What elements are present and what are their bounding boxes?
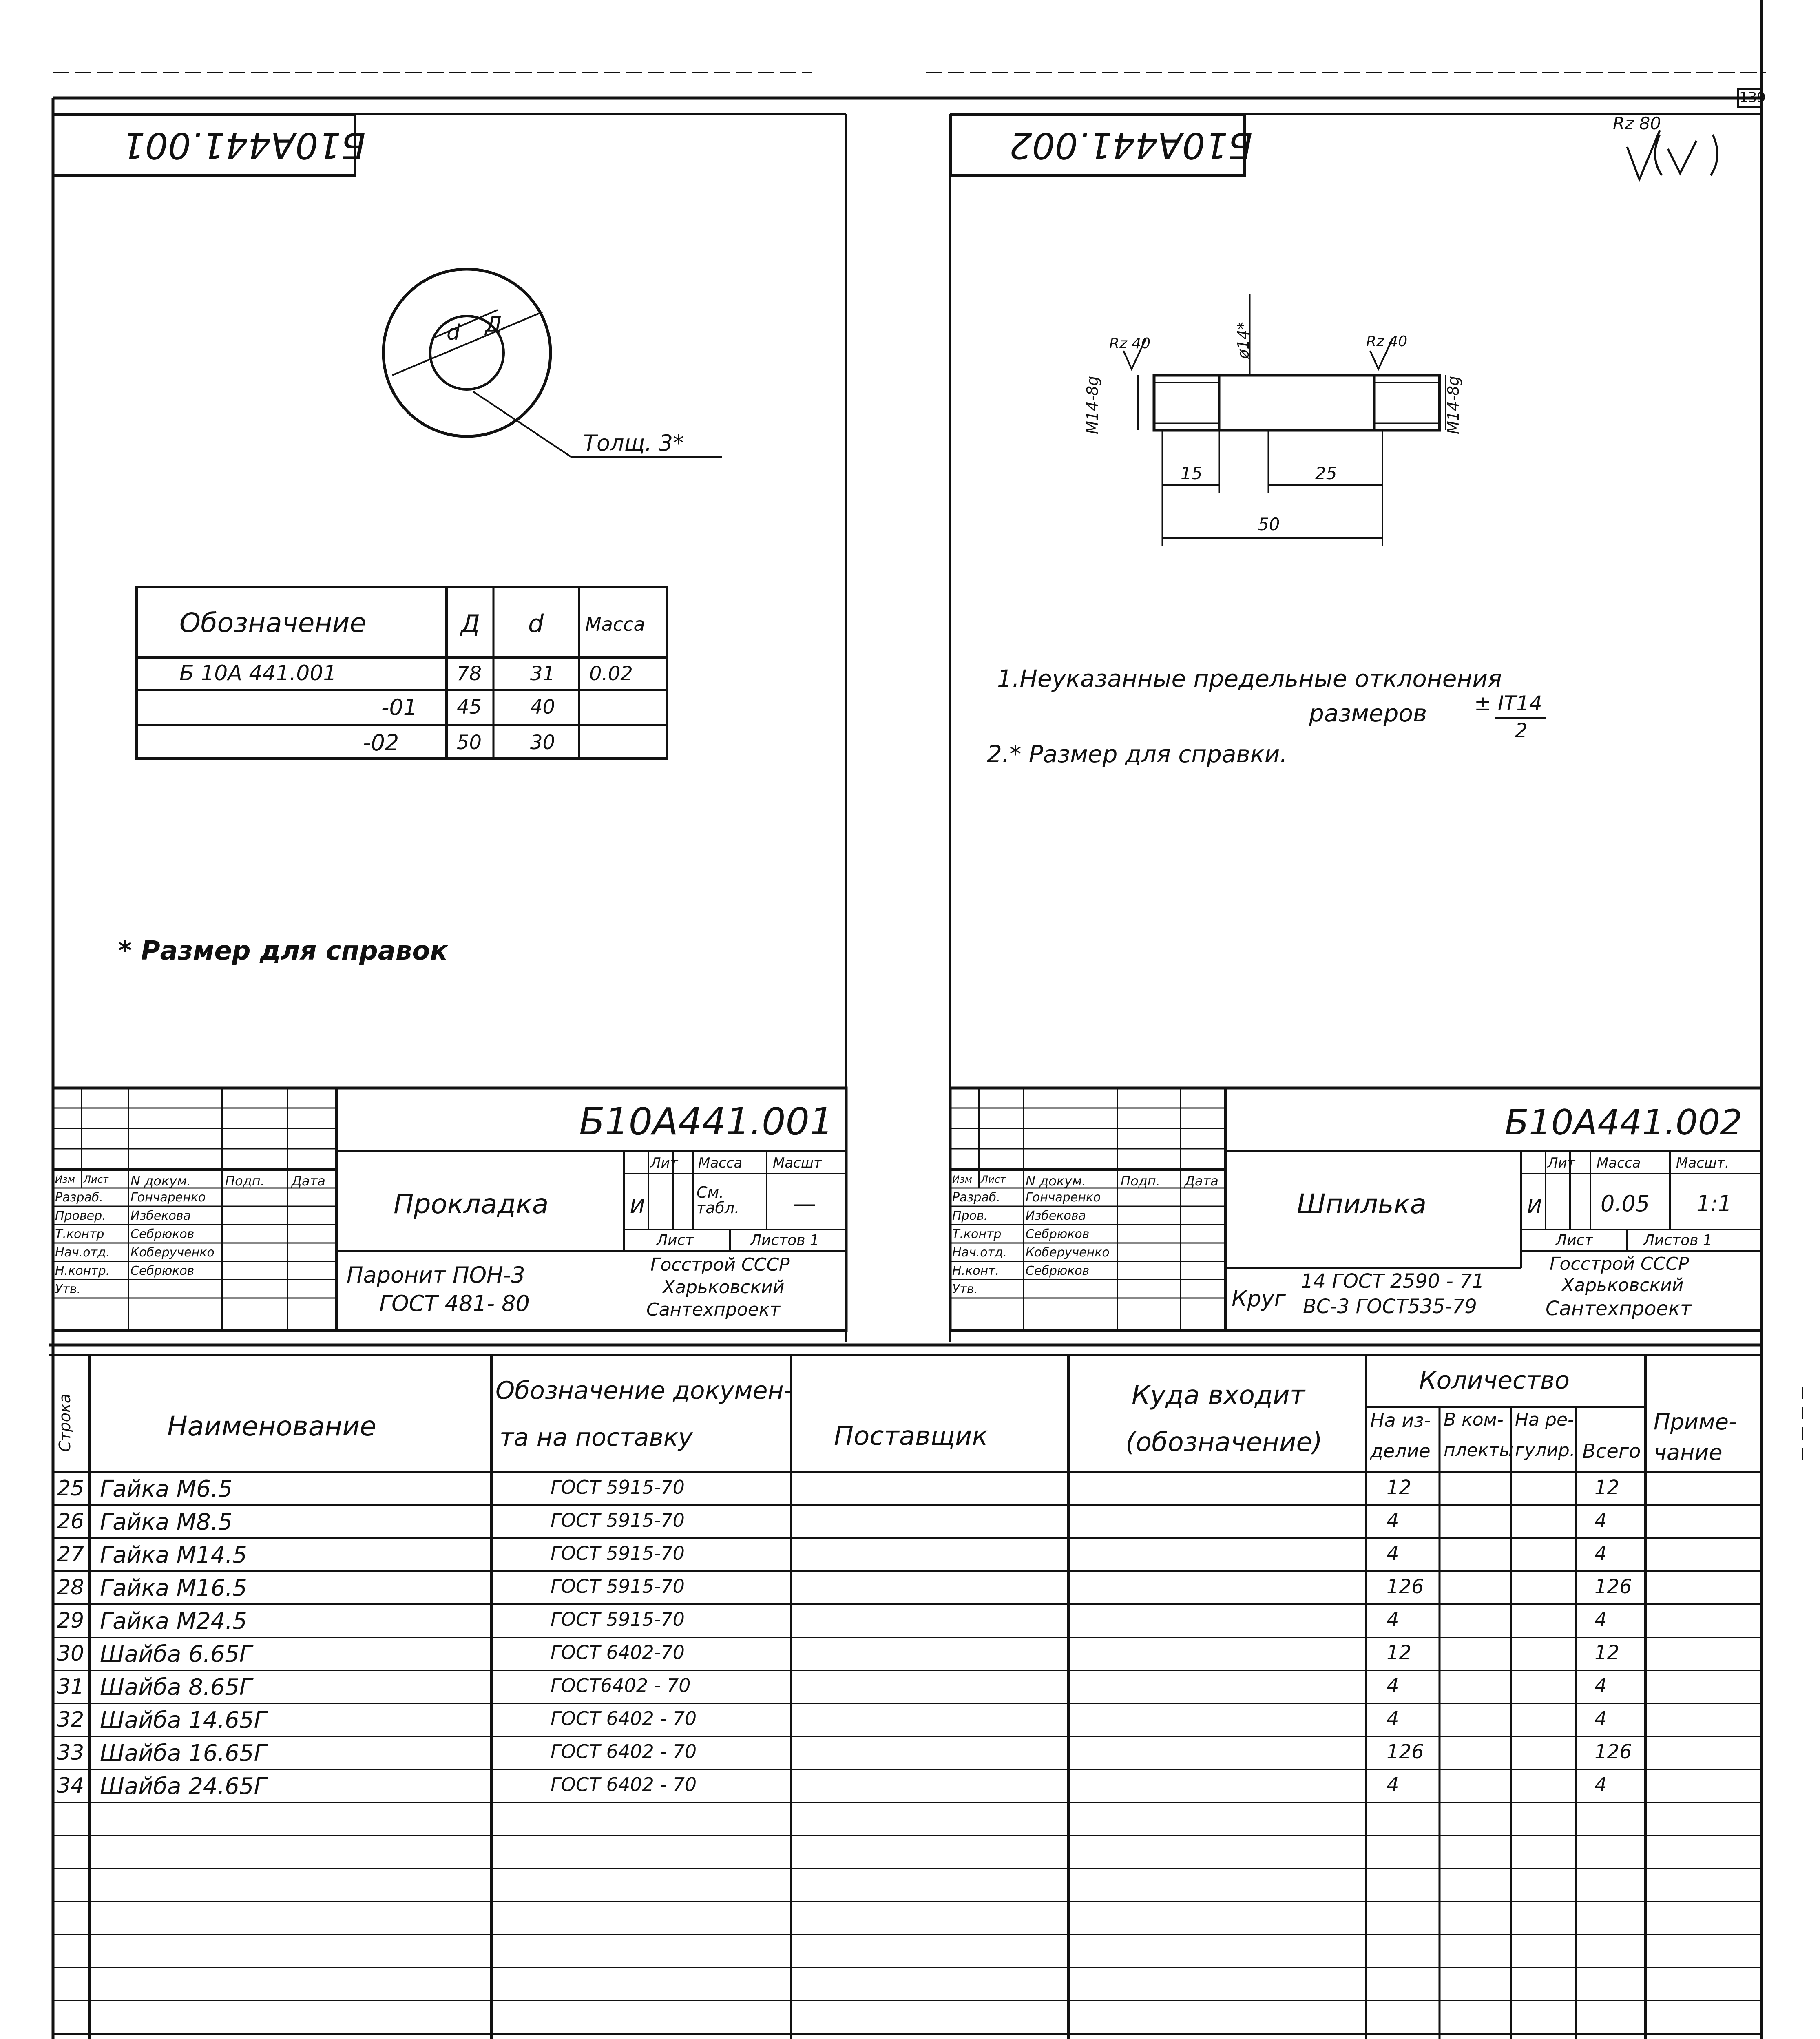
spec-cell-qty-total: 4 — [1594, 1542, 1607, 1565]
spec-cell-qty-total: 4 — [1594, 1509, 1607, 1532]
left-table-r1-D: 78 — [457, 662, 482, 685]
left-stamp-person-2-role: Провер. — [55, 1209, 106, 1223]
right-stamp-mass: 0.05 — [1601, 1191, 1650, 1216]
spec-cell-document: ГОСТ 6402-70 — [551, 1641, 685, 1663]
right-code-flipped: Б10А441.002 — [1009, 124, 1253, 166]
spec-cell-name: Шайба 6.65Г — [100, 1641, 252, 1667]
spec-header-note-line-2: чание — [1654, 1440, 1723, 1465]
right-stamp-hdr-lit: Лит — [1548, 1155, 1575, 1171]
spec-cell-document: ГОСТ 5915-70 — [551, 1476, 685, 1498]
right-note-2: 2.* Размер для справки. — [987, 740, 1287, 768]
right-stamp-lit: И — [1527, 1195, 1542, 1218]
left-stamp-hdr-scale: Масшт — [773, 1155, 822, 1171]
right-stamp-person-3-role: Т.контр — [952, 1227, 1002, 1241]
spec-cell-row-number: 28 — [57, 1575, 84, 1600]
right-note-1-line-1: 1.Неуказанные предельные отклонения — [997, 665, 1502, 692]
left-stamp-code: Б10А441.001 — [579, 1100, 834, 1143]
spec-cell-row-number: 33 — [57, 1740, 84, 1765]
left-stamp-role-date: Дата — [292, 1173, 325, 1189]
spec-cell-qty-per-item: 4 — [1387, 1608, 1399, 1631]
stud-rz-right: Rz 40 — [1366, 333, 1408, 350]
spec-cell-document: ГОСТ6402 - 70 — [551, 1674, 691, 1696]
spec-cell-qty-total: 126 — [1594, 1740, 1632, 1763]
left-stamp-person-1-name: Гончаренко — [130, 1190, 206, 1205]
roughness-mark: Rz 80 — [1613, 113, 1661, 133]
spec-cell-name: Шайба 24.65Г — [100, 1773, 267, 1800]
right-stamp-part-name: Шпилька — [1297, 1188, 1427, 1220]
spec-cell-document: ГОСТ 6402 - 70 — [551, 1707, 697, 1729]
spec-cell-row-number: 29 — [57, 1608, 84, 1633]
spec-header-qty-adjust-b: гулир. — [1515, 1440, 1575, 1461]
spec-header-row-number: Строка — [56, 1393, 74, 1452]
right-stamp-person-1-role: Разраб. — [952, 1190, 1000, 1205]
left-stamp-part-name: Прокладка — [394, 1188, 549, 1220]
right-stamp-person-2-role: Пров. — [952, 1209, 988, 1223]
left-note: * Размер для справок — [118, 936, 448, 966]
spec-header-name: Наименование — [167, 1411, 376, 1442]
left-stamp-person-5-role: Н.контр. — [55, 1264, 110, 1278]
left-table-r3-designation: -02 — [363, 730, 399, 756]
spec-cell-qty-total: 4 — [1594, 1674, 1607, 1697]
spec-cell-qty-total: 4 — [1594, 1707, 1607, 1730]
left-stamp-material-1: Паронит ПОН-3 — [347, 1262, 525, 1288]
spec-header-qty-per-item-a: На из- — [1370, 1409, 1431, 1431]
spec-cell-name: Гайка М16.5 — [100, 1575, 247, 1601]
left-table-header-mass: Масса — [585, 613, 645, 635]
washer-dim-large: Д — [485, 312, 502, 337]
spec-header-qty-adjust-a: На ре- — [1515, 1409, 1574, 1430]
spec-cell-row-number: 27 — [57, 1542, 84, 1567]
right-note-1-tolerance: ± IT14 — [1474, 692, 1542, 715]
spec-cell-qty-per-item: 4 — [1387, 1674, 1399, 1697]
left-stamp-person-3-name: Себрюков — [130, 1227, 195, 1241]
left-table-r2-designation: -01 — [381, 694, 418, 720]
spec-header-note-line-1: Приме- — [1654, 1409, 1737, 1435]
spec-cell-row-number: 34 — [57, 1774, 84, 1798]
spec-cell-document: ГОСТ 5915-70 — [551, 1575, 685, 1597]
left-stamp-org-3: Сантехпроект — [646, 1299, 781, 1320]
washer-dim-small: d — [447, 321, 460, 345]
spec-cell-qty-total: 4 — [1594, 1608, 1607, 1631]
spec-header-doc-line-1: Обозначение докумен- — [495, 1376, 793, 1405]
left-table-r3-d: 30 — [530, 731, 555, 754]
spec-cell-name: Гайка М6.5 — [100, 1476, 233, 1502]
spec-cell-qty-per-item: 4 — [1387, 1542, 1399, 1565]
right-stamp-sheets: Листов 1 — [1643, 1232, 1712, 1249]
spec-cell-document: ГОСТ 5915-70 — [551, 1509, 685, 1531]
left-stamp-person-1-role: Разраб. — [55, 1190, 103, 1205]
right-stamp-org-3: Сантехпроект — [1546, 1297, 1692, 1320]
right-stamp-person-5-role: Н.конт. — [952, 1264, 1000, 1278]
right-stamp-person-5-name: Себрюков — [1026, 1264, 1090, 1278]
right-note-1-denominator: 2 — [1515, 719, 1528, 742]
spec-cell-document: ГОСТ 6402 - 70 — [551, 1740, 697, 1763]
spec-cell-qty-per-item: 4 — [1387, 1707, 1399, 1730]
spec-cell-qty-per-item: 4 — [1387, 1509, 1399, 1532]
spec-cell-row-number: 31 — [57, 1674, 84, 1699]
left-stamp-person-4-name: Коберученко — [130, 1245, 215, 1260]
spec-cell-name: Шайба 16.65Г — [100, 1740, 267, 1767]
stud-dim-15: 15 — [1181, 463, 1203, 483]
spec-cell-qty-total: 126 — [1594, 1575, 1632, 1598]
spec-cell-qty-per-item: 4 — [1387, 1774, 1399, 1796]
right-stamp-role-sign: Подп. — [1121, 1173, 1160, 1189]
left-stamp-person-5-name: Себрюков — [130, 1264, 195, 1278]
spec-cell-name: Гайка М14.5 — [100, 1542, 247, 1568]
right-stamp-role-date: Дата — [1185, 1173, 1218, 1189]
spec-cell-qty-total: 12 — [1594, 1641, 1620, 1664]
sheet-corner-number: 139 — [1739, 89, 1766, 106]
spec-cell-document: ГОСТ 6402 - 70 — [551, 1774, 697, 1796]
spec-header-supplier: Поставщик — [834, 1421, 988, 1451]
right-stamp-org-1: Госстрой СССР — [1550, 1254, 1689, 1274]
spec-header-qty-per-item-b: делие — [1370, 1440, 1431, 1462]
left-stamp-scale: — — [793, 1191, 816, 1217]
right-stamp-material-1: Круг — [1232, 1286, 1286, 1311]
spec-cell-row-number: 32 — [57, 1707, 84, 1732]
left-stamp-org-2: Харьковский — [663, 1277, 785, 1298]
right-stamp-sheet: Лист — [1556, 1232, 1593, 1249]
left-code-flipped: Б10А441.001 — [122, 124, 366, 166]
right-stamp-org-2: Харьковский — [1562, 1275, 1684, 1296]
left-stamp-material-2: ГОСТ 481- 80 — [379, 1291, 530, 1316]
left-stamp-org-1: Госстрой СССР — [650, 1254, 790, 1275]
spec-cell-qty-per-item: 12 — [1387, 1476, 1412, 1499]
right-note-1-line-2: размеров — [1309, 699, 1427, 727]
left-stamp-sheet: Лист — [657, 1232, 694, 1249]
right-stamp-person-4-role: Нач.отд. — [952, 1245, 1007, 1260]
left-stamp-hdr-mass: Масса — [698, 1155, 743, 1171]
stud-dim-25: 25 — [1315, 463, 1337, 483]
spec-header-qty-kits-a: В ком- — [1444, 1409, 1504, 1430]
right-stamp-person-2-name: Избекова — [1026, 1209, 1086, 1223]
left-table-header-d: d — [528, 610, 544, 638]
left-table-r1-d: 31 — [530, 662, 555, 685]
left-stamp-lit: И — [630, 1195, 645, 1218]
left-table-r2-d: 40 — [530, 696, 555, 719]
spec-cell-row-number: 30 — [57, 1641, 84, 1666]
spec-header-where-line-2: (обозначение) — [1126, 1427, 1322, 1457]
spec-cell-name: Шайба 14.65Г — [100, 1707, 267, 1734]
left-table-header-D: Д — [461, 610, 480, 638]
left-stamp-hdr-lit: Лит — [650, 1155, 678, 1171]
left-table-r1-mass: 0.02 — [589, 662, 633, 685]
left-stamp-person-6-role: Утв. — [55, 1282, 81, 1296]
right-stamp-material-2: 14 ГОСТ 2590 - 71 — [1301, 1270, 1485, 1293]
spec-cell-document: ГОСТ 5915-70 — [551, 1542, 685, 1564]
washer-thickness-label: Толщ. 3* — [583, 430, 684, 456]
right-stamp-person-1-name: Гончаренко — [1026, 1190, 1101, 1205]
left-table-r1-designation: Б 10А 441.001 — [179, 661, 337, 686]
spec-cell-qty-per-item: 126 — [1387, 1575, 1424, 1598]
right-stamp-hdr-scale: Масшт. — [1676, 1155, 1729, 1171]
right-stamp-person-3-name: Себрюков — [1026, 1227, 1090, 1241]
spec-header-quantity: Количество — [1419, 1366, 1570, 1395]
spec-cell-qty-per-item: 126 — [1387, 1740, 1424, 1763]
right-stamp-person-4-name: Коберученко — [1026, 1245, 1110, 1260]
spec-cell-qty-total: 12 — [1594, 1476, 1620, 1499]
left-table-r2-D: 45 — [457, 696, 482, 719]
spec-header-qty-total: Всего — [1582, 1440, 1641, 1463]
left-table-header-designation: Обозначение — [179, 607, 366, 639]
stud-diameter: ø14* — [1234, 322, 1252, 359]
spec-cell-name: Гайка М8.5 — [100, 1509, 233, 1535]
left-stamp-person-3-role: Т.контр — [55, 1227, 104, 1241]
spec-cell-qty-per-item: 12 — [1387, 1641, 1412, 1664]
stud-thread-right: М14-8g — [1444, 376, 1462, 434]
right-stamp-role-list: Лист — [981, 1174, 1006, 1185]
right-stamp-role-izm: Изм — [952, 1174, 972, 1185]
stud-dim-50: 50 — [1258, 514, 1280, 534]
stud-rz-left: Rz 40 — [1109, 335, 1151, 352]
left-stamp-sheets: Листов 1 — [750, 1232, 819, 1249]
spec-cell-row-number: 26 — [57, 1509, 84, 1534]
left-stamp-role-sign: Подп. — [225, 1173, 265, 1189]
right-stamp-role-doc: N докум. — [1026, 1173, 1086, 1189]
spec-header-where-line-1: Куда входит — [1132, 1380, 1305, 1411]
spec-header-doc-line-2: та на поставку — [500, 1423, 693, 1452]
spec-header-qty-kits-b: плекты — [1444, 1440, 1513, 1461]
right-stamp-person-6-role: Утв. — [952, 1282, 978, 1296]
left-stamp-mass: См. табл. — [697, 1183, 740, 1217]
left-stamp-role-list: Лист — [84, 1174, 108, 1185]
stud-thread-left: М14-8g — [1084, 376, 1101, 434]
spec-cell-row-number: 25 — [57, 1476, 84, 1501]
right-stamp-code: Б10А441.002 — [1505, 1102, 1743, 1143]
spec-cell-name: Шайба 8.65Г — [100, 1674, 252, 1701]
left-stamp-role-izm: Изм — [55, 1174, 75, 1185]
left-stamp-person-2-name: Избекова — [130, 1209, 191, 1223]
left-stamp-role-doc: N докум. — [130, 1173, 191, 1189]
left-table-r3-D: 50 — [457, 731, 482, 754]
spec-cell-name: Гайка М24.5 — [100, 1608, 247, 1634]
spec-cell-document: ГОСТ 5915-70 — [551, 1608, 685, 1630]
spec-cell-qty-total: 4 — [1594, 1774, 1607, 1796]
right-stamp-material-3: ВС-3 ГОСТ535-79 — [1303, 1295, 1477, 1318]
right-stamp-scale: 1:1 — [1696, 1191, 1732, 1216]
right-stamp-hdr-mass: Масса — [1597, 1155, 1641, 1171]
left-stamp-person-4-role: Нач.отд. — [55, 1245, 110, 1260]
